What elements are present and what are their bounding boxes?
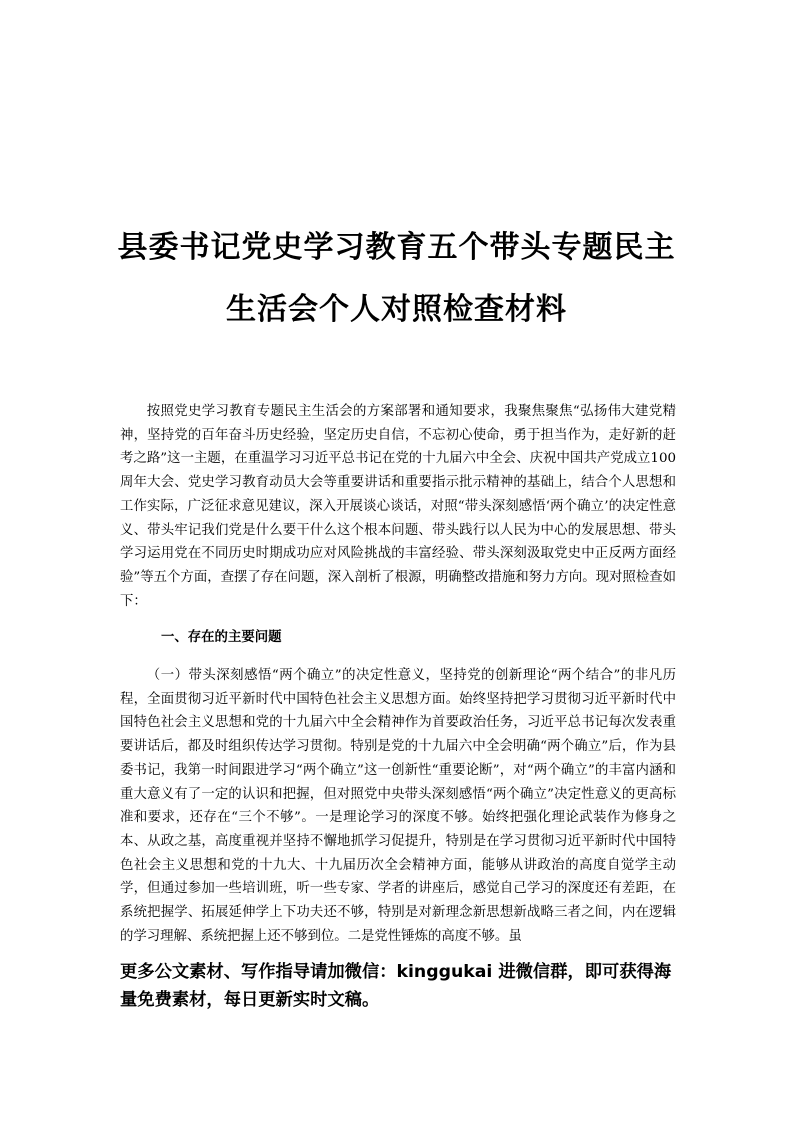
section-heading: 一、存在的主要问题 — [161, 630, 282, 645]
document-title-line-1: 县委书记党史学习教育五个带头专题民主 — [117, 230, 676, 265]
intro-paragraph: 按照党史学习教育专题民主生活会的方案部署和通知要求，我聚焦聚焦“弘扬伟大建党精神，坚持党的百年奋斗历史经验，坚定历史自信，不忘初心使命，勇于担当作为，走好新的赶考之路”这一主题，在重温学习习近平总书记在党的十九届六中全会、庆祝中国共产党成立100周年大会、党史学习教育动员大会等重要讲话和重要指示批示精神的基础上，结合个人思想和工作实际，广泛征求意见建议，深入开展谈心谈话，对照“带头深刻感悟‘两个确立’的决定性意义、带头牢记我们党是什么要干什么这个根本问题、带头践行以人民为中心的发展思想、带头学习运用党在不同历史时期成功应对风险挑战的丰富经验、带头深刻汲取党史中正反两方面经验”等五个方面，查摆了存在问题，深入剖析了根源，明确整改措施和努力方向。现对照检查如下： — [120, 404, 676, 609]
issue-paragraph-1: （一）带头深刻感悟“两个确立”的决定性意义，坚持党的创新理论“两个结合”的非凡历程，全面贯彻习近平新时代中国特色社会主义思想方面。始终坚持把学习贯彻习近平新时代中国特色社会主义思想和党的十九届六中全会精神作为首要政治任务，习近平总书记每次发表重要讲话后，都及时组织传达学习贯彻。特别是党的十九届六中全会明确“两个确立”后，作为县委书记，我第一时间跟进学习“两个确立”这一创新性“重要论断”，对“两个确立”的丰富内涵和重大意义有了一定的认识和把握，但对照党中央带头深刻感悟“两个确立”决定性意义的更高标准和要求，还存在“三个不够”。一是理论学习的深度不够。始终把强化理论武装作为修身之本、从政之基，高度重视并坚持不懈地抓学习促提升，特别是在学习贯彻习近平新时代中国特色社会主义思想和党的十九大、十九届历次全会精神方面，能够从讲政治的高度自觉学主动学，但通过参加一些培训班，听一些专家、学者的讲座后，感觉自己学习的深度还有差距，在系统把握学、拓展延伸学上下功夫还不够，特别是对新理念新思想新战略三者之间，内在逻辑的学习理解、系统把握上还不够到位。二是党性锤炼的高度不够。虽 — [120, 668, 676, 944]
document-title-line-2: 生活会个人对照检查材料 — [226, 292, 567, 327]
promo-text: 更多公文素材、写作指导请加微信：kinggukai 进微信群，即可获得海量免费素材，每日更新实时文稿。 — [120, 962, 672, 1010]
